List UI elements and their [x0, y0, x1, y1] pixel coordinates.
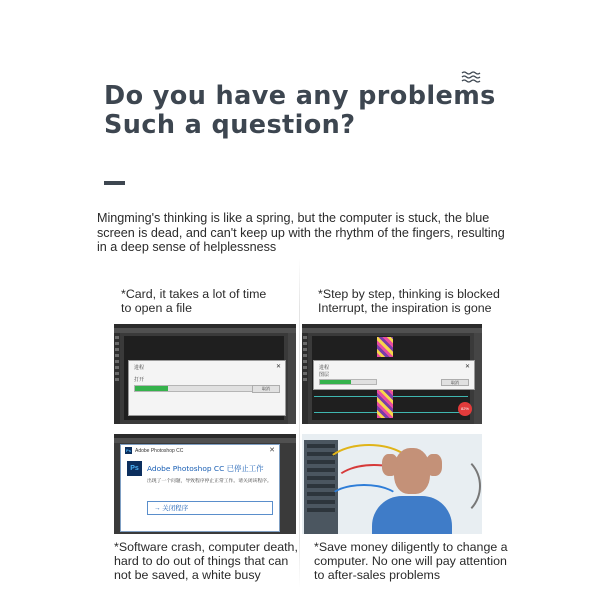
title-divider: [104, 181, 125, 185]
options-bar: [302, 328, 482, 333]
side-panel: [288, 333, 296, 424]
progress-dialog: [313, 360, 475, 390]
caption-line: not be saved, a white busy: [114, 568, 261, 582]
caption-crash: [114, 540, 299, 582]
photoshop-icon: Ps: [127, 461, 142, 476]
caption-line: *Software crash, computer death,: [114, 540, 298, 554]
column-divider: [299, 258, 300, 588]
colorful-image: [377, 337, 393, 357]
crash-dialog: [120, 444, 280, 532]
dialog-title: 进程: [319, 365, 330, 371]
progress-fill: [320, 380, 351, 384]
close-program-button: → 关闭程序: [147, 501, 273, 515]
close-icon: ✕: [269, 447, 275, 454]
caption-line: to after-sales problems: [314, 568, 441, 582]
crash-app-name: Adobe Photoshop CC: [135, 448, 184, 454]
title-line-1: Do you have any problems: [104, 81, 496, 111]
close-icon: ✕: [275, 364, 281, 370]
tools-panel: [302, 333, 308, 424]
progress-bar: [134, 385, 254, 392]
colorful-image: [377, 390, 393, 418]
caption-line: *Step by step, thinking is blocked: [318, 287, 500, 301]
dialog-title: 进程: [134, 365, 145, 371]
progress-dialog: [128, 360, 286, 416]
frustrated-person-photo: [302, 434, 482, 534]
person-head: [394, 448, 430, 494]
cancel-button: 取消: [252, 385, 280, 393]
caption-line: *Save money diligently to change a: [314, 540, 508, 554]
caption-line: hard to do out of things that can: [114, 554, 289, 568]
caption-line: Interrupt, the inspiration is gone: [318, 301, 492, 315]
screenshot-blocked: [302, 324, 482, 424]
person-hand: [426, 454, 442, 476]
tools-panel: [114, 333, 120, 424]
caption-blocked: [318, 287, 508, 315]
intro-text: Mingming's thinking is like a spring, but the computer is stuck, the blue screen is dead, and can't keep up with the rhythm of the fingers, resulting in a deep sense of helplessness: [97, 211, 505, 255]
side-panel: [474, 333, 482, 424]
options-bar: [114, 438, 296, 443]
screenshot-slow-open: [114, 324, 296, 424]
caption-line: computer. No one will pay attention: [314, 554, 507, 568]
progress-fill: [135, 386, 168, 391]
caption-after-sales: [314, 540, 509, 582]
options-bar: [114, 328, 296, 333]
dialog-label: 图层: [319, 372, 330, 378]
caption-line: *Card, it takes a lot of time: [121, 287, 267, 301]
person-body: [372, 496, 452, 534]
close-icon: ✕: [464, 364, 470, 370]
screenshot-crash: [114, 434, 296, 534]
crash-dialog-header: [121, 445, 279, 457]
crash-message: 出现了一个问题，导致程序停止正常工作。请关闭该程序。: [147, 479, 272, 484]
title-line-2: Such a question?: [104, 110, 356, 140]
photoshop-icon: Ps: [126, 448, 131, 453]
caption-line: to open a file: [121, 301, 192, 315]
person-hand: [382, 454, 398, 476]
cancel-button: 取消: [441, 379, 469, 386]
progress-bar: [319, 379, 377, 385]
caption-slow-open: [121, 287, 296, 315]
usage-badge: 82%: [458, 402, 472, 416]
crash-title: Adobe Photoshop CC 已停止工作: [147, 464, 264, 473]
dialog-label: 打开: [134, 377, 145, 383]
page-title: [104, 82, 496, 140]
